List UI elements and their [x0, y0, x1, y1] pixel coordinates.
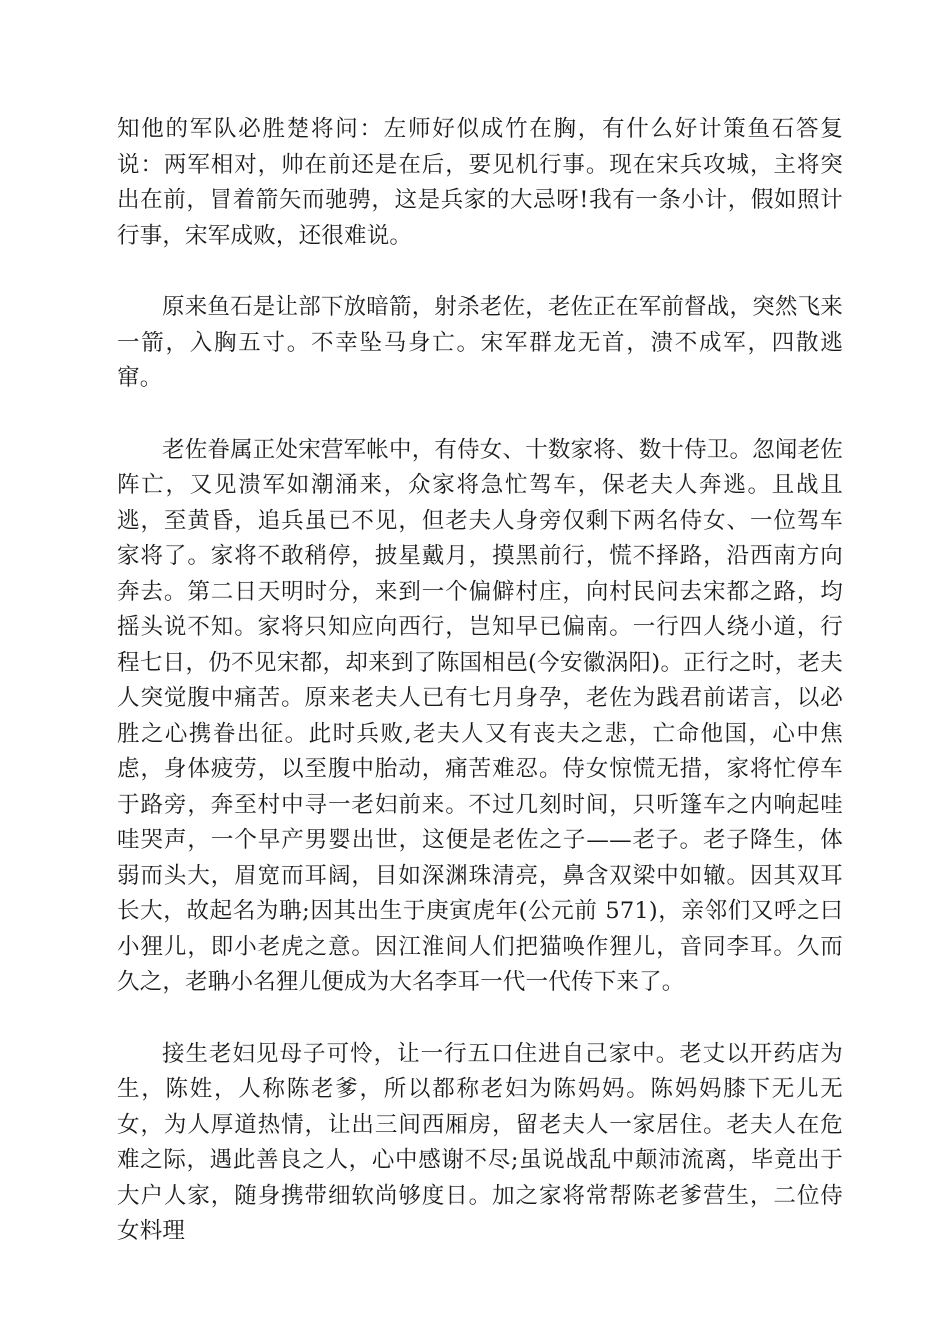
document-page	[117, 112, 843, 1250]
paragraph-continuation: 知他的军队必胜楚将问：左师好似成竹在胸，有什么好计策鱼石答复说：两军相对，帅在前还是在后，要见机行事。现在宋兵攻城，主将突出在前，冒着箭矢而驰骋，这是兵家的大忌呀!我有一条小计，假如照计行事，宋军成败，还很难说。	[117, 116, 843, 249]
paragraph: 老佐眷属正处宋营军帐中，有侍女、十数家将、数十侍卫。忽闻老佐阵亡，又见溃军如潮涌来，众家将急忙驾车，保老夫人奔逃。且战且逃，至黄昏，追兵虽已不见，但老夫人身旁仅剩下两名侍女、一位驾车家将了。家将不敢稍停，披星戴月，摸黑前行，慌不择路，沿西南方向奔去。第二日天明时分，来到一个偏僻村庄，向村民问去宋都之路，均摇头说不知。家将只知应向西行，岂知早已偏南。一行四人绕小道，行程七日，仍不见宋都，却来到了陈国相邑(今安徽涡阳)。正行之时，老夫人突觉腹中痛苦。原来老夫人已有七月身孕，老佐为践君前诺言，以必胜之心携眷出征。此时兵败,老夫人又有丧夫之悲，亡命他国，心中焦虑，身体疲劳，以至腹中胎动，痛苦难忍。侍女惊慌无措，家将忙停车于路旁，奔至村中寻一老妇前来。不过几刻时间，只听篷车之内响起哇哇哭声，一个早产男婴出世，这便是老佐之子——老子。老子降生，体弱而头大，眉宽而耳阔，目如深渊珠清亮，鼻含双梁中如辙。因其双耳长大，故起名为聃;因其出生于庚寅虎年(公元前 571)，亲邻们又呼之曰小狸儿，即小老虎之意。因江淮间人们把猫唤作狸儿，音同李耳。久而久之，老聃小名狸儿便成为大名李耳一代一代传下来了。	[117, 436, 844, 995]
paragraph: 原来鱼石是让部下放暗箭，射杀老佐，老佐正在军前督战，突然飞来一箭，入胸五寸。不幸坠马身亡。宋军群龙无首，溃不成军，四散逃窜。	[117, 294, 844, 391]
paragraph: 接生老妇见母子可怜，让一行五口住进自己家中。老丈以开药店为生，陈姓，人称陈老爹，所以都称老妇为陈妈妈。陈妈妈膝下无儿无女，为人厚道热情，让出三间西厢房，留老夫人一家居住。老夫人在危难之际，遇此善良之人，心中感谢不尽;虽说战乱中颠沛流离，毕竟出于大户人家，随身携带细软尚够度日。加之家将常帮陈老爹营生，二位侍女料理	[117, 1040, 843, 1244]
